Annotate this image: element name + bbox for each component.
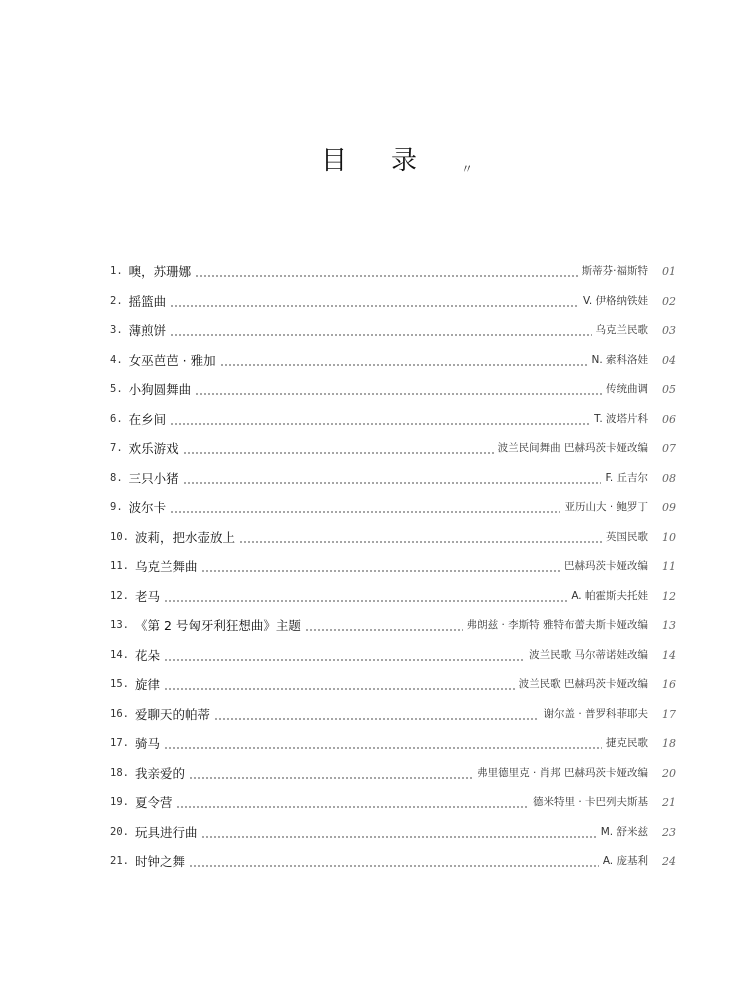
toc-entry-author: 德米特里 · 卡巴列夫斯基: [532, 796, 648, 808]
toc-entry-author: F. 丘吉尔: [605, 471, 648, 484]
toc-entry-number: 3.: [110, 324, 123, 336]
toc-entry-title: 噢，苏珊娜: [128, 264, 192, 279]
dot-leader: [201, 818, 596, 848]
page-title-char-2: 录: [390, 146, 461, 176]
dot-leader: [164, 641, 525, 671]
dot-leader: [183, 434, 494, 464]
toc-entry-number: 7.: [110, 442, 123, 454]
toc-entry-title: 《第 2 号匈牙利狂想曲》主题: [134, 618, 301, 633]
toc-entry-author: 波兰民歌 马尔蒂诺娃改编: [529, 648, 648, 661]
toc-entry-author: 传统曲调: [606, 383, 648, 395]
toc-entry-title: 我亲爱的: [134, 765, 185, 781]
toc-entry-title: 爱聊天的帕蒂: [134, 706, 210, 722]
toc-entry-number: 4.: [110, 353, 123, 366]
toc-entry[interactable]: [110, 493, 676, 523]
toc-entry-number: 1.: [110, 265, 123, 277]
dot-leader: [195, 375, 602, 405]
toc-entry[interactable]: [110, 346, 676, 376]
toc-entry[interactable]: [110, 670, 676, 700]
toc-entry-number: 17.: [110, 737, 129, 749]
toc-entry-page-number: 12: [662, 589, 676, 603]
toc-entry-author: 乌克兰民歌: [595, 324, 648, 336]
toc-entry-number: 11.: [110, 560, 129, 572]
toc-entry-number: 16.: [110, 707, 129, 720]
table-of-contents: [110, 257, 676, 877]
toc-entry-page-number: 09: [662, 501, 676, 514]
toc-entry-page-number: 07: [662, 442, 676, 455]
toc-entry-page-number: 06: [662, 412, 676, 426]
dot-leader: [164, 582, 567, 612]
toc-entry-author: T. 波塔片科: [594, 412, 648, 425]
toc-entry-page-number: 11: [662, 560, 676, 573]
dot-leader: [170, 493, 560, 523]
toc-entry[interactable]: [110, 287, 676, 317]
toc-entry-title: 玩具进行曲: [134, 824, 198, 840]
dot-leader: [214, 700, 540, 730]
toc-entry[interactable]: [110, 729, 676, 759]
toc-entry[interactable]: [110, 759, 676, 789]
toc-entry-page-number: 14: [662, 648, 676, 662]
toc-entry-author: 亚历山大 · 鲍罗丁: [564, 501, 648, 513]
toc-entry-number: 15.: [110, 678, 129, 690]
dot-leader: [164, 729, 602, 759]
dot-leader: [176, 788, 529, 818]
toc-entry[interactable]: [110, 552, 676, 582]
toc-entry-number: 18.: [110, 766, 129, 779]
toc-entry-title: 欢乐游戏: [128, 441, 179, 456]
toc-entry-author: 谢尔盖 · 普罗科菲耶夫: [543, 707, 648, 720]
toc-entry-number: 13.: [110, 619, 129, 631]
toc-entry[interactable]: [110, 611, 676, 641]
dot-leader: [239, 523, 602, 553]
toc-entry[interactable]: [110, 257, 676, 287]
toc-entry-title: 小狗圆舞曲: [128, 382, 192, 397]
toc-entry[interactable]: [110, 405, 676, 435]
toc-entry-title: 波莉，把水壶放上: [134, 529, 235, 545]
toc-entry-title: 薄煎饼: [128, 323, 167, 338]
dot-leader: [305, 611, 463, 641]
toc-entry-title: 摇篮曲: [128, 293, 167, 309]
toc-entry-title: 女巫芭芭 · 雅加: [128, 352, 216, 368]
toc-entry-number: 12.: [110, 589, 129, 602]
toc-entry-author: 波兰民歌 巴赫玛茨卡娅改编: [518, 678, 648, 690]
toc-entry-author: 巴赫玛茨卡娅改编: [564, 560, 648, 572]
toc-entry-title: 时钟之舞: [134, 854, 185, 869]
dot-leader: [170, 287, 579, 317]
dot-leader: [220, 346, 588, 376]
toc-entry[interactable]: [110, 316, 676, 346]
toc-entry[interactable]: [110, 641, 676, 671]
toc-entry-author: 英国民歌: [606, 530, 648, 543]
toc-entry-title: 老马: [134, 588, 160, 604]
toc-entry-title: 花朵: [134, 647, 160, 663]
dot-leader: [164, 670, 515, 700]
toc-entry-page-number: 05: [662, 383, 676, 396]
toc-entry-number: 20.: [110, 825, 129, 838]
toc-entry-author: 斯蒂芬·福斯特: [581, 265, 648, 277]
toc-entry-page-number: 16: [662, 678, 676, 691]
toc-entry-author: 捷克民歌: [606, 737, 648, 749]
page-title-char-1: 目: [320, 146, 391, 176]
toc-entry-title: 骑马: [134, 736, 160, 751]
toc-entry[interactable]: [110, 523, 676, 553]
toc-entry-page-number: 04: [662, 353, 676, 367]
toc-entry-page-number: 23: [662, 825, 676, 839]
toc-entry-number: 19.: [110, 796, 129, 808]
toc-entry-number: 5.: [110, 383, 123, 395]
toc-entry-author: N. 索科洛娃: [591, 353, 648, 366]
toc-entry[interactable]: [110, 847, 676, 877]
toc-entry-page-number: 21: [662, 796, 676, 809]
dot-leader: [201, 552, 560, 582]
toc-entry-number: 21.: [110, 855, 129, 867]
dot-leader: [189, 759, 473, 789]
toc-entry-number: 9.: [110, 501, 123, 513]
toc-entry[interactable]: [110, 375, 676, 405]
toc-entry-author: 波兰民间舞曲 巴赫玛茨卡娅改编: [497, 442, 648, 454]
toc-entry[interactable]: [110, 582, 676, 612]
toc-entry-author: 弗朗兹 · 李斯特 雅特布蕾夫斯卡娅改编: [466, 619, 648, 631]
toc-entry[interactable]: [110, 818, 676, 848]
toc-entry-number: 8.: [110, 471, 123, 484]
toc-entry-title: 在乡间: [128, 411, 167, 427]
toc-entry-page-number: 03: [662, 324, 676, 337]
dot-leader: [195, 257, 577, 287]
toc-entry-author: A. 庞基利: [602, 855, 648, 867]
toc-entry-author: A. 帕霍斯夫托娃: [571, 589, 648, 602]
toc-entry-number: 10.: [110, 530, 129, 543]
toc-entry-page-number: 18: [662, 737, 676, 750]
toc-entry[interactable]: [110, 464, 676, 494]
toc-entry[interactable]: [110, 788, 676, 818]
dot-leader: [170, 316, 591, 346]
toc-entry-page-number: 01: [662, 265, 676, 278]
toc-entry-title: 夏令营: [134, 795, 173, 810]
toc-entry-number: 6.: [110, 412, 123, 425]
dot-leader: [170, 405, 590, 435]
toc-entry-page-number: 17: [662, 707, 676, 721]
dot-leader: [183, 464, 602, 494]
toc-entry-page-number: 10: [662, 530, 676, 544]
toc-entry-title: 旋律: [134, 677, 160, 692]
toc-entry-title: 波尔卡: [128, 500, 167, 515]
toc-entry-number: 14.: [110, 648, 129, 661]
toc-entry-page-number: 20: [662, 766, 676, 780]
toc-entry-author: 弗里德里克 · 肖邦 巴赫玛茨卡娅改编: [477, 766, 648, 779]
toc-entry[interactable]: [110, 434, 676, 464]
toc-entry[interactable]: [110, 700, 676, 730]
toc-entry-page-number: 02: [662, 294, 676, 308]
toc-entry-title: 三只小猪: [128, 470, 179, 486]
page-title: [0, 140, 750, 177]
toc-entry-page-number: 13: [662, 619, 676, 632]
toc-entry-author: M. 舒米兹: [600, 825, 648, 838]
toc-entry-page-number: 24: [662, 855, 676, 868]
dot-leader: [189, 847, 599, 877]
toc-entry-author: V. 伊格纳铁娃: [582, 294, 648, 307]
toc-entry-title: 乌克兰舞曲: [134, 559, 198, 574]
title-decoration-mark: 〃: [461, 162, 474, 176]
toc-entry-page-number: 08: [662, 471, 676, 485]
toc-entry-number: 2.: [110, 294, 123, 307]
